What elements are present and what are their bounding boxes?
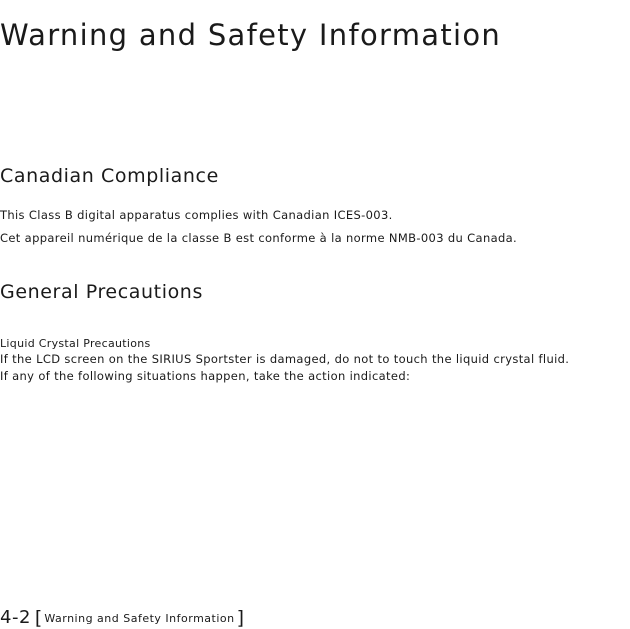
canadian-compliance-french-text: Cet appareil numérique de la classe B est conforme à la norme NMB-003 du Canada.: [0, 231, 518, 245]
liquid-crystal-precautions-subheading: Liquid Crystal Precautions: [0, 337, 151, 350]
page-title: Warning and Safety Information: [0, 18, 502, 53]
canadian-compliance-heading: Canadian Compliance: [0, 165, 219, 187]
page-number: 4-2: [0, 607, 31, 628]
canadian-compliance-english-text: This Class B digital apparatus complies with Canadian ICES-003.: [0, 208, 393, 222]
footer-running-title: Warning and Safety Information: [44, 612, 235, 625]
general-precautions-heading: General Precautions: [0, 281, 203, 303]
situations-intro-text: If any of the following situations happen, take the action indicated:: [0, 369, 411, 383]
footer-open-bracket: [: [34, 607, 43, 629]
footer-close-bracket: ]: [236, 607, 245, 629]
page-footer: [0, 608, 244, 628]
lcd-damage-warning-text: If the LCD screen on the SIRIUS Sportster is damaged, do not to touch the liquid crystal fluid.: [0, 352, 570, 366]
